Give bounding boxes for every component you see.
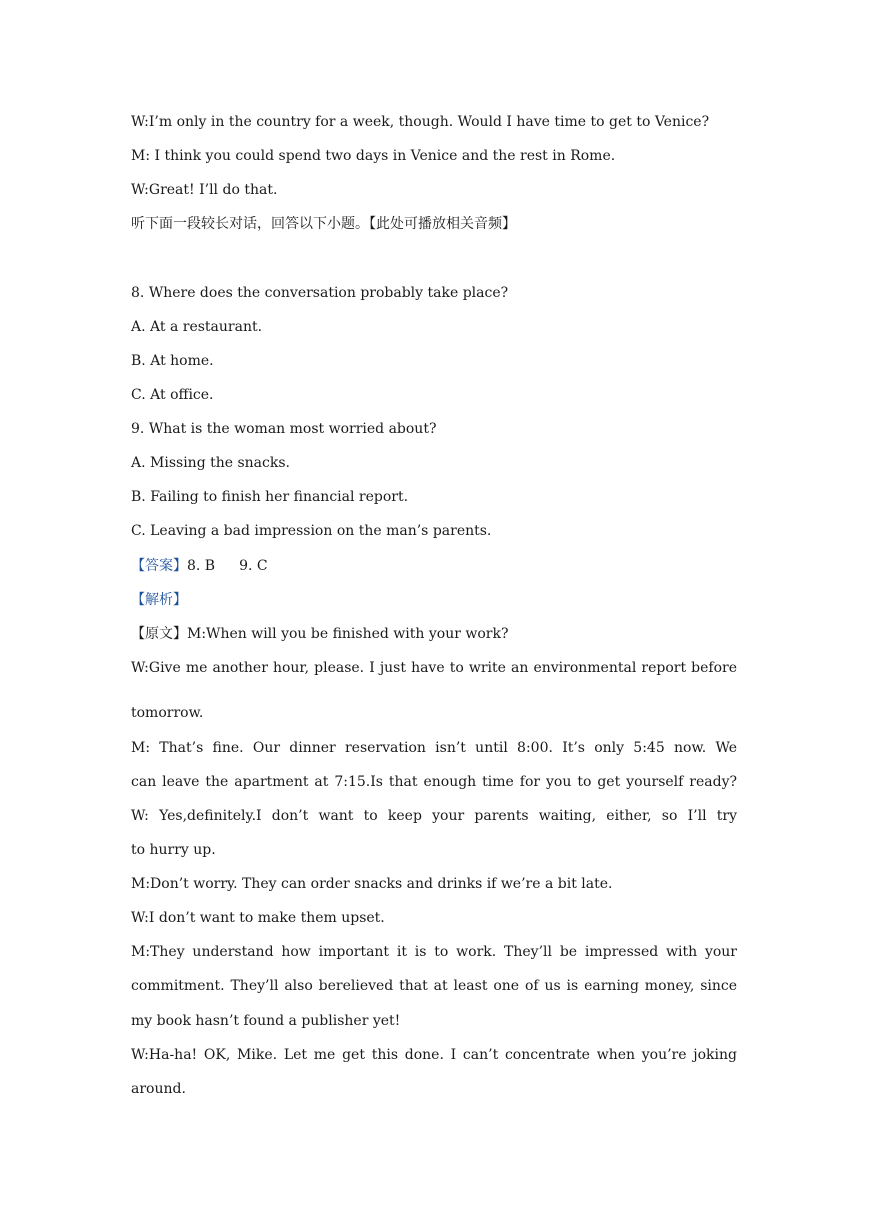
transcript-line: W:Ha-ha! OK, Mike. Let me get this done. I can’t concentrate when you’re joking — [131, 1047, 737, 1063]
transcript-line: M:They understand how important it is to work. They’ll be impressed with your — [131, 944, 737, 960]
option-text: At office. — [150, 387, 214, 403]
question-text: What is the woman most worried about? — [148, 421, 437, 437]
option-8b — [131, 351, 737, 371]
transcript-line: tomorrow. — [131, 705, 204, 721]
dialogue-line: M: I think you could spend two days in Venice and the rest in Rome. — [131, 148, 616, 164]
option-label: C. — [131, 523, 146, 539]
analysis-tag: 【解析】 — [131, 592, 187, 608]
option-label: B. — [131, 353, 146, 369]
question-number: 9. — [131, 421, 145, 437]
transcript-line: my book hasn’t found a publisher yet! — [131, 1013, 401, 1029]
option-label: A. — [131, 455, 146, 471]
question-text: Where does the conversation probably take place? — [148, 285, 509, 301]
question-8 — [131, 283, 737, 303]
question-number: 8. — [131, 285, 145, 301]
option-label: A. — [131, 319, 146, 335]
transcript-line: can leave the apartment at 7:15.Is that enough time for you to get yourself ready? — [131, 774, 737, 790]
transcript-line: W:Give me another hour, please. I just have to write an environmental report before — [131, 660, 737, 676]
transcript-line — [131, 624, 737, 644]
answer-item: 9. C — [239, 558, 268, 574]
option-text: Leaving a bad impression on the man’s parents. — [150, 523, 492, 539]
option-text: At home. — [150, 353, 214, 369]
analysis-line — [131, 590, 737, 610]
transcript-line: M:Don’t worry. They can order snacks and drinks if we’re a bit late. — [131, 876, 613, 892]
option-label: C. — [131, 387, 146, 403]
option-text: Missing the snacks. — [150, 455, 290, 471]
option-9a — [131, 453, 737, 473]
option-8c — [131, 385, 737, 405]
answer-item: 8. B — [187, 558, 216, 574]
dialogue-line: W:Great! I’ll do that. — [131, 182, 278, 198]
transcript-line: W: Yes,definitely.I don’t want to keep your parents waiting, either, so I’ll try — [131, 808, 737, 824]
option-9b — [131, 487, 737, 507]
question-9 — [131, 419, 737, 439]
transcript-line: around. — [131, 1081, 186, 1097]
answer-tag: 【答案】 — [131, 558, 187, 574]
dialogue-line: W:I’m only in the country for a week, though. Would I have time to get to Venice? — [131, 114, 710, 130]
option-9c — [131, 521, 737, 541]
transcript-line: to hurry up. — [131, 842, 216, 858]
section-instruction: 听下面一段较长对话，回答以下小题。【此处可播放相关音频】 — [131, 216, 516, 232]
option-text: Failing to finish her financial report. — [150, 489, 409, 505]
option-8a — [131, 317, 737, 337]
option-text: At a restaurant. — [150, 319, 263, 335]
transcript-text: M:When will you be finished with your work? — [187, 626, 509, 642]
transcript-line: M: That’s fine. Our dinner reservation isn’t until 8:00. It’s only 5:45 now. We — [131, 740, 737, 756]
transcript-line: commitment. They’ll also berelieved that at least one of us is earning money, since — [131, 978, 737, 994]
answer-line — [131, 556, 737, 576]
option-label: B. — [131, 489, 146, 505]
transcript-line: W:I don’t want to make them upset. — [131, 910, 385, 926]
transcript-tag: 【原文】 — [131, 626, 187, 642]
